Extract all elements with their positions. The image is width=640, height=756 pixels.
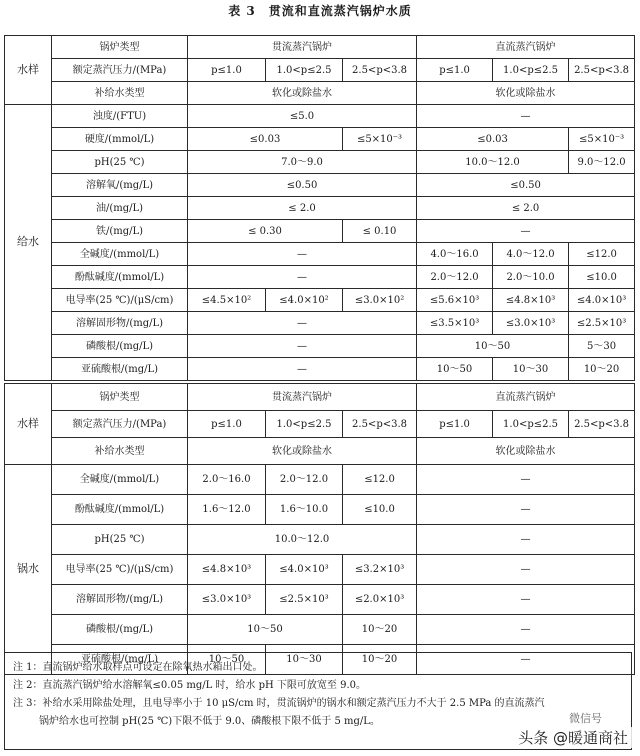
- table-cell: ≤10.0: [343, 495, 417, 525]
- table-cell: 7.0～9.0: [188, 151, 417, 174]
- table-row: [5, 438, 635, 465]
- header-cell: p≤1.0: [188, 59, 266, 82]
- table-cell: —: [188, 335, 417, 358]
- row-label: 全碱度/(mmol/L): [52, 465, 188, 495]
- watermark-wechat: 微信号: [569, 712, 602, 725]
- header-cell: 1.0<p≤2.5: [266, 411, 343, 438]
- table-cell: 2.0～10.0: [493, 266, 569, 289]
- table-cell: —: [417, 555, 635, 585]
- table-cell: ≤3.5×10³: [417, 312, 493, 335]
- table-row: [5, 82, 635, 105]
- table-row: [5, 59, 635, 82]
- table-cell: —: [417, 220, 635, 243]
- header-cell: 1.0<p≤2.5: [493, 59, 569, 82]
- table-cell: 10～20: [569, 358, 635, 381]
- row-label: 额定蒸汽压力/(MPa): [52, 59, 188, 82]
- table-row: [5, 615, 635, 645]
- table-row: [5, 555, 635, 585]
- watermark: 头条 @暖通商社: [514, 727, 632, 748]
- table-cell: 10～50: [417, 358, 493, 381]
- table-row: [5, 128, 635, 151]
- table-cell: ≤3.2×10³: [343, 555, 417, 585]
- table-cell: ≤0.03: [417, 128, 569, 151]
- table-cell: —: [188, 358, 417, 381]
- table-row: [5, 358, 635, 381]
- header-cell: 2.5<p<3.8: [569, 411, 635, 438]
- boiler-water-table: [4, 383, 635, 675]
- table-row: [5, 465, 635, 495]
- table-cell: ≤5×10⁻³: [343, 128, 417, 151]
- row-label: 溶解氧/(mg/L): [52, 174, 188, 197]
- table-cell: ≤ 2.0: [188, 197, 417, 220]
- header-once-through: 贯流蒸汽锅炉: [188, 36, 417, 59]
- table-row: [5, 289, 635, 312]
- header-cell: p≤1.0: [417, 59, 493, 82]
- table-cell: 1.6～12.0: [188, 495, 266, 525]
- table-row: [5, 220, 635, 243]
- feed-water-table: [4, 35, 635, 381]
- header-cell: 1.0<p≤2.5: [493, 411, 569, 438]
- table-cell: ≤2.5×10³: [266, 585, 343, 615]
- row-label: 油/(mg/L): [52, 197, 188, 220]
- note-2: 注 2：直流蒸汽锅炉给水溶解氧≤0.05 mg/L 时，给水 pH 下限可放宽至 9.0。: [13, 680, 366, 691]
- table-row: [5, 151, 635, 174]
- header-cell: p≤1.0: [417, 411, 493, 438]
- table-cell: ≤ 2.0: [417, 197, 635, 220]
- table-cell: 10～50: [188, 615, 343, 645]
- table-cell: —: [188, 243, 417, 266]
- table-cell: ≤4.8×10³: [188, 555, 266, 585]
- row-label: 磷酸根/(mg/L): [52, 335, 188, 358]
- header-cell: 2.5<p<3.8: [343, 59, 417, 82]
- row-label: 铁/(mg/L): [52, 220, 188, 243]
- row-label: 额定蒸汽压力/(MPa): [52, 411, 188, 438]
- table-cell: ≤0.50: [188, 174, 417, 197]
- row-label: 溶解固形物/(mg/L): [52, 585, 188, 615]
- table-cell: ≤3.0×10³: [493, 312, 569, 335]
- row-label: 补给水类型: [52, 438, 188, 465]
- table-cell: —: [188, 312, 417, 335]
- row-label: pH(25 ℃): [52, 151, 188, 174]
- table-cell: 5～30: [569, 335, 635, 358]
- table-cell: ≤3.0×10²: [343, 289, 417, 312]
- table-cell: ≤4.5×10²: [188, 289, 266, 312]
- table-cell: 4.0～12.0: [493, 243, 569, 266]
- table-cell: ≤5.6×10³: [417, 289, 493, 312]
- table-cell: —: [417, 615, 635, 645]
- table-row: [5, 384, 635, 411]
- row-label: 溶解固形物/(mg/L): [52, 312, 188, 335]
- table-cell: ≤2.0×10³: [343, 585, 417, 615]
- group-label-boiler: 锅水: [5, 465, 52, 675]
- row-label: 电导率(25 ℃)/(μS/cm): [52, 555, 188, 585]
- table-row: [5, 197, 635, 220]
- note-1: 注 1：直流锅炉给水取样点可设定在除氧热水箱出口处。: [13, 662, 263, 673]
- table-row: [5, 585, 635, 615]
- table-cell: 1.6～10.0: [266, 495, 343, 525]
- header-cell: 软化或除盐水: [188, 82, 417, 105]
- table-cell: —: [417, 495, 635, 525]
- table-cell: 2.0～16.0: [188, 465, 266, 495]
- header-cell: p≤1.0: [188, 411, 266, 438]
- row-label: 亚硫酸根/(mg/L): [52, 645, 188, 675]
- table-cell: —: [417, 105, 635, 128]
- row-label: pH(25 ℃): [52, 525, 188, 555]
- table-cell: 10～20: [343, 645, 417, 675]
- table-cell: ≤ 0.10: [343, 220, 417, 243]
- table-row: [5, 105, 635, 128]
- table-cell: 2.0～12.0: [417, 266, 493, 289]
- row-label: 亚硫酸根/(mg/L): [52, 358, 188, 381]
- row-label: 磷酸根/(mg/L): [52, 615, 188, 645]
- table-caption: 表 3 贯流和直流蒸汽锅炉水质: [228, 4, 412, 18]
- row-label: 硬度/(mmol/L): [52, 128, 188, 151]
- table-cell: ≤5.0: [188, 105, 417, 128]
- table-row: [5, 335, 635, 358]
- table-cell: 10.0～12.0: [188, 525, 417, 555]
- table-row: [5, 312, 635, 335]
- table-cell: ≤4.0×10³: [266, 555, 343, 585]
- table-cell: ≤5×10⁻³: [569, 128, 635, 151]
- group-label-sample: 水样: [5, 36, 52, 105]
- table-cell: 4.0～16.0: [417, 243, 493, 266]
- table-cell: 10～30: [493, 358, 569, 381]
- table-cell: 10.0～12.0: [417, 151, 569, 174]
- row-label: 锅炉类型: [52, 36, 188, 59]
- note-3-continued: 锅炉给水也可控制 pH(25 ℃)下限不低于 9.0、磷酸根下限不低于 5 mg/L。: [39, 716, 380, 727]
- row-label: 全碱度/(mmol/L): [52, 243, 188, 266]
- row-label: 酚酞碱度/(mmol/L): [52, 495, 188, 525]
- header-cell: 1.0<p≤2.5: [266, 59, 343, 82]
- table-cell: ≤ 0.30: [188, 220, 343, 243]
- table-cell: —: [417, 525, 635, 555]
- header-direct: 直流蒸汽锅炉: [417, 384, 635, 411]
- row-label: 补给水类型: [52, 82, 188, 105]
- table-row: [5, 411, 635, 438]
- table-cell: ≤2.5×10³: [569, 312, 635, 335]
- header-cell: 软化或除盐水: [188, 438, 417, 465]
- table-cell: ≤0.50: [417, 174, 635, 197]
- table-row: [5, 174, 635, 197]
- table-cell: —: [188, 266, 417, 289]
- table-cell: ≤0.03: [188, 128, 343, 151]
- header-cell: 2.5<p<3.8: [343, 411, 417, 438]
- note-3: 注 3：补给水采用除盐处理，且电导率小于 10 μS/cm 时，贯流锅炉的锅水和额定蒸汽压力不大于 2.5 MPa 的直流蒸汽: [13, 698, 545, 709]
- table-cell: —: [417, 645, 635, 675]
- table-cell: ≤10.0: [569, 266, 635, 289]
- row-label: 酚酞碱度/(mmol/L): [52, 266, 188, 289]
- group-label-sample: 水样: [5, 384, 52, 465]
- table-row: [5, 243, 635, 266]
- table-cell: ≤12.0: [569, 243, 635, 266]
- table-row: [5, 266, 635, 289]
- table-cell: 10～50: [417, 335, 569, 358]
- group-label-feed: 给水: [5, 105, 52, 381]
- table-cell: ≤3.0×10³: [188, 585, 266, 615]
- header-direct: 直流蒸汽锅炉: [417, 36, 635, 59]
- table-cell: 10～30: [266, 645, 343, 675]
- table-row: [5, 495, 635, 525]
- table-row: [5, 525, 635, 555]
- table-cell: ≤4.0×10³: [569, 289, 635, 312]
- table-cell: ≤4.0×10²: [266, 289, 343, 312]
- table-cell: 2.0～12.0: [266, 465, 343, 495]
- table-row: [5, 36, 635, 59]
- table-cell: ≤12.0: [343, 465, 417, 495]
- table-cell: 10～20: [343, 615, 417, 645]
- table-cell: —: [417, 585, 635, 615]
- header-cell: 2.5<p<3.8: [569, 59, 635, 82]
- row-label: 浊度/(FTU): [52, 105, 188, 128]
- header-cell: 软化或除盐水: [417, 438, 635, 465]
- table-cell: 10～50: [188, 645, 266, 675]
- row-label: 锅炉类型: [52, 384, 188, 411]
- table-cell: —: [417, 465, 635, 495]
- row-label: 电导率(25 ℃)/(μS/cm): [52, 289, 188, 312]
- table-cell: 9.0～12.0: [569, 151, 635, 174]
- header-cell: 软化或除盐水: [417, 82, 635, 105]
- table-cell: ≤4.8×10³: [493, 289, 569, 312]
- header-once-through: 贯流蒸汽锅炉: [188, 384, 417, 411]
